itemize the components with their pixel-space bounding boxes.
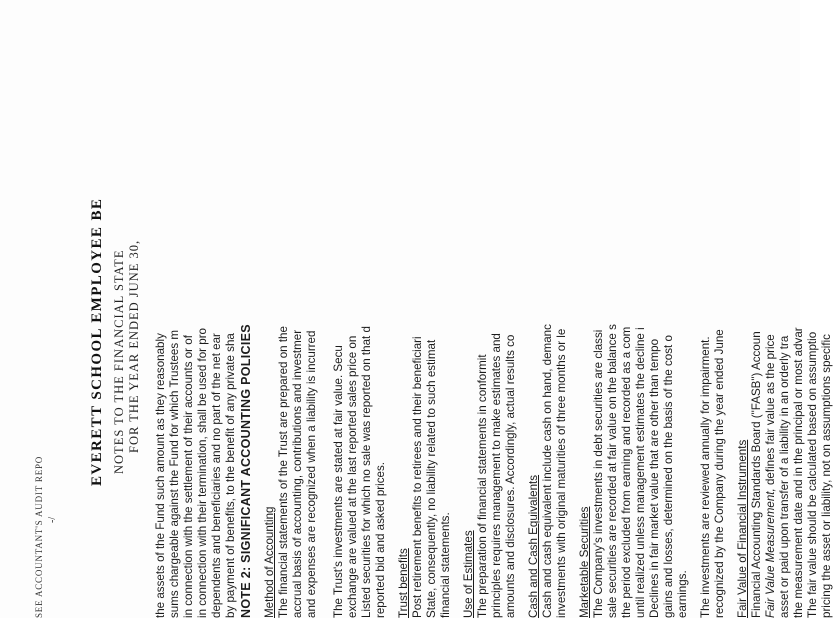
text-line: gains and losses, determined on the basis of the cost o: [662, 335, 675, 618]
text-line: pricing the asset or liability, not on assumptions specific: [820, 334, 833, 618]
text-line: reported bid and asked prices.: [374, 462, 387, 618]
text-line: the period excluded from earning and recorded as a com: [620, 326, 633, 618]
text-line: exchange are valued at the last reported sales price on: [346, 335, 359, 618]
text-line: sale securities are recorded at fair value on the balance s: [606, 324, 619, 618]
text-line: The Trust's investments are stated at fair value. Secu: [332, 345, 345, 618]
text-line: the assets of the Fund such amount as they reasonably: [154, 333, 167, 618]
section-heading: Method of Accounting: [263, 506, 276, 618]
note-heading: NOTE 2: SIGNIFICANT ACCOUNTING POLICIES: [239, 324, 253, 618]
text-line: The fair value should be calculated based on assumptio: [806, 331, 819, 618]
text-fragment: defines fair value as the price: [764, 334, 777, 489]
rotated-document-page: [89, 58, 833, 618]
text-line: The Company's investments in debt securities are classi: [592, 329, 605, 618]
text-line: Listed securities for which no sale was reported on that d: [360, 326, 373, 618]
italic-term: Fair Value Measurement,: [764, 488, 777, 618]
text-line: investments with original maturities of three months or le: [555, 328, 568, 618]
text-line: in connection with the settlement of their accounts or of: [182, 335, 195, 618]
section-heading: Use of Estimates: [462, 530, 475, 618]
text-line: [764, 334, 778, 618]
text-line: accrual basis of accounting, contributions and investmer: [291, 329, 304, 618]
section-heading: Cash and Cash Equivalents: [527, 474, 540, 618]
text-line: sums chargeable against the Fund for which Trustees m: [168, 329, 181, 618]
text-line: in connection with their termination, shall be used for pro: [196, 327, 209, 618]
text-line: until realized unless management estimates the decline i: [634, 327, 647, 618]
text-line: Post retirement benefits to retirees and their beneficiari: [411, 336, 424, 618]
footer-block: [34, 418, 58, 618]
section-heading: Marketable Securities: [578, 506, 591, 618]
text-line: State, consequently, no liability related to such estimat: [425, 339, 438, 618]
text-line: the measurement date and in the principal or most advar: [792, 327, 805, 618]
text-line: recognized by the Company during the year ended June: [713, 329, 726, 618]
page-mark: -/: [47, 516, 58, 523]
text-line: Cash and cash equivalent include cash on hand, demanc: [541, 324, 554, 618]
text-line: principles requires management to make estimates and: [490, 333, 503, 618]
text-line: asset or paid upon transfer of a liability in an orderly tra: [778, 335, 791, 618]
text-line: dependents and beneficiaries and no part of the net ear: [210, 333, 223, 618]
document-title: EVERETT SCHOOL EMPLOYEE BE: [89, 197, 105, 486]
section-heading: Fair Value of Financial Instruments: [736, 439, 749, 618]
text-line: The investments are reviewed annually for impairment.: [699, 336, 712, 618]
text-line: The financial statements of the Trust are prepared on the: [277, 326, 290, 618]
section-heading: Trust benefits: [397, 548, 410, 618]
text-line: The preparation of financial statements in conformit: [476, 354, 489, 618]
text-line: earnings.: [676, 570, 689, 618]
text-line: Declines in fair market value that are other than tempo: [648, 338, 661, 618]
text-line: amounts and disclosures. Accordingly, actual results co: [504, 334, 517, 618]
text-line: by payment of benefits, to the benefit of any private sha: [224, 333, 237, 618]
text-line: financial statements.: [439, 512, 452, 618]
text-line: and expenses are recognized when a liability is incurred: [305, 330, 318, 618]
document-subtitle: NOTES TO THE FINANCIAL STATE: [112, 249, 126, 474]
footer-audit-report-note: SEE ACCOUNTANT'S AUDIT REPO: [34, 455, 44, 618]
document-period: FOR THE YEAR ENDED JUNE 30,: [127, 239, 141, 453]
text-line: Financial Accounting Standards Board ("FASB") Accoun: [750, 331, 763, 618]
